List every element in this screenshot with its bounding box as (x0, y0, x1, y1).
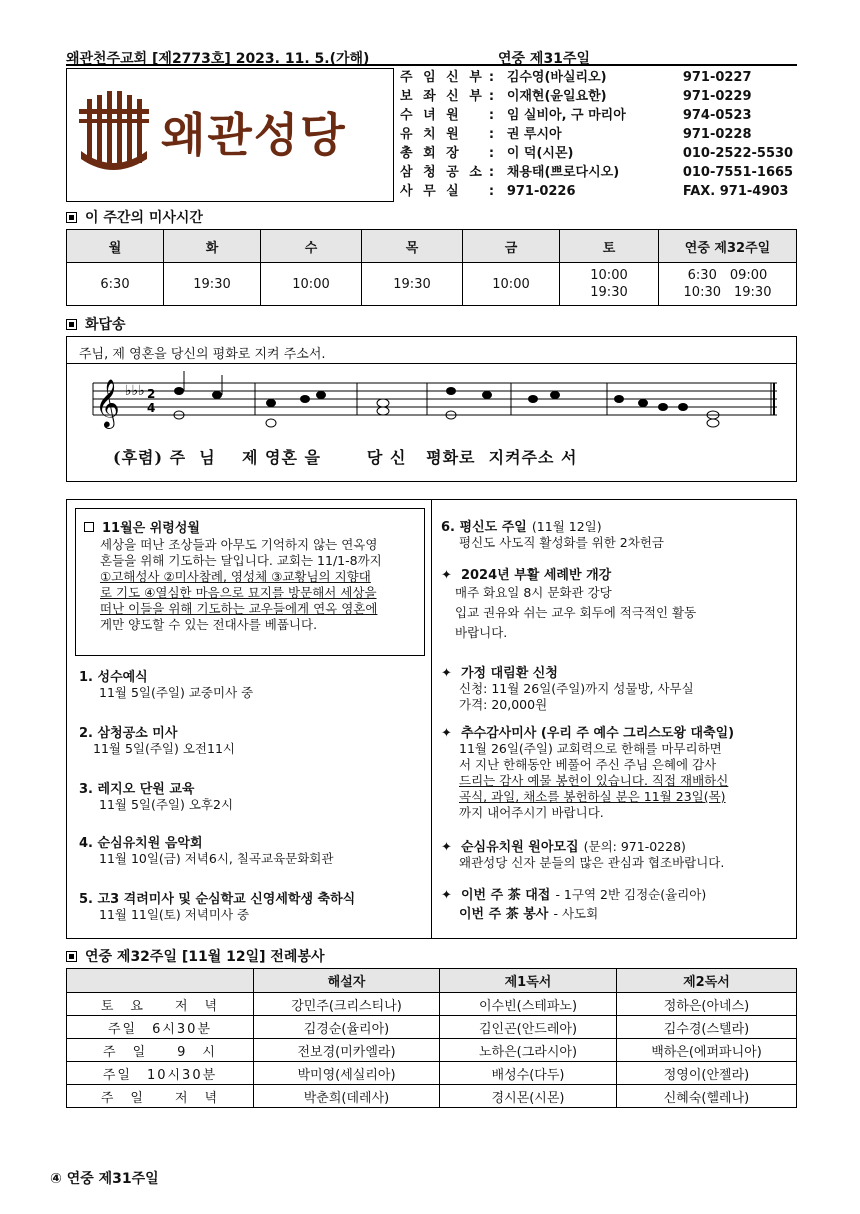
liturgy-name-cell: 김인곤(안드레아) (440, 1016, 617, 1039)
mass-time-sat-2: 19:30 (590, 285, 628, 300)
mass-day-sat: 토 (560, 230, 659, 263)
staff-role: 유 치 원 (400, 127, 462, 142)
liturgy-name-cell: 박미영(세실리아) (254, 1062, 440, 1085)
svg-text:4: 4 (147, 401, 156, 415)
staff-row (398, 163, 796, 182)
liturgy-name-cell: 경시몬(시몬) (440, 1085, 617, 1108)
bullet-square-icon (66, 319, 77, 330)
liturgy-time-cell: 주일 6시30분 (67, 1016, 254, 1039)
liturgy-name-cell: 김수경(스텔라) (617, 1016, 797, 1039)
notice-item: 2. 삼청공소 미사 11월 5일(주일) 오전11시 (79, 726, 235, 756)
staff-colon: : (488, 127, 495, 142)
liturgy-row (67, 1062, 797, 1085)
liturgy-name-cell: 강민주(크리스티나) (254, 993, 440, 1016)
notice-item: 3. 레지오 단원 교육 11월 5일(주일) 오후2시 (79, 782, 234, 812)
liturgy-col-time (67, 969, 254, 993)
page-footer: ④ 연중 제31주일 (50, 1171, 159, 1187)
notice-item: 4. 순심유치원 음악회 11월 10일(금) 저녁6시, 칠곡교육문화회관 (79, 836, 334, 866)
staff-name: 이재현(윤일요한) (506, 89, 607, 104)
notice-item: ✦ 2024년 부활 세례반 개강 매주 화요일 8시 문화관 강당 입교 권유와 쉬는 교우 회두에 적극적인 활동 바랍니다. (441, 568, 697, 640)
liturgy-table (66, 968, 797, 1108)
staff-colon: : (488, 108, 495, 123)
liturgy-title: 연중 제32주일 [11월 12일] 전례봉사 (85, 949, 325, 965)
svg-text:2: 2 (147, 387, 156, 401)
staff-directory (398, 68, 796, 201)
staff-phone: 010-7551-1665 (682, 165, 794, 180)
psalm-heading (66, 314, 126, 334)
staff-colon: : (488, 89, 495, 104)
header-rule (66, 64, 797, 66)
liturgy-row (67, 1039, 797, 1062)
liturgy-name-cell: 백하은(에퍼파니아) (617, 1039, 797, 1062)
psalm-title: 화답송 (85, 317, 126, 333)
liturgy-heading (66, 946, 325, 966)
staff-phone: 010-2522-5530 (682, 146, 794, 161)
liturgy-row (67, 993, 797, 1016)
tea-notice: ✦ 이번 주 茶 대접 - 1구역 2반 김정순(율리아) 이번 주 茶 봉사 - 사도회 (441, 887, 707, 922)
notice-item: ✦ 순심유치원 원아모집 (문의: 971-0228) 왜관성당 신자 분들의 많은 관심과 협조바랍니다. (441, 839, 725, 870)
liturgy-time-cell: 주 일 9 시 (67, 1039, 254, 1062)
mass-day-mon: 월 (67, 230, 164, 263)
liturgy-row (67, 1085, 797, 1108)
mass-time-sat-1: 10:00 (590, 268, 628, 283)
intro-notice-title: 11월은 위령성월 (84, 517, 200, 536)
psalm-lyrics: (후렴) 주 님 제 영혼 을 당 신 평화로 지켜주소 서 (113, 448, 578, 467)
liturgy-name-cell: 전보경(미카엘라) (254, 1039, 440, 1062)
liturgy-time-cell: 토 요 저 녁 (67, 993, 254, 1016)
notice-item: 5. 고3 격려미사 및 순심학교 신영세학생 축하식 11월 11일(토) 저녁미사 중 (79, 892, 356, 922)
liturgy-row (67, 1016, 797, 1039)
staff-colon: : (488, 165, 495, 180)
liturgy-col-reading1: 제1독서 (440, 969, 617, 993)
mass-time-thu: 19:30 (362, 263, 463, 306)
staff-name: 채용태(쁘로다시오) (506, 165, 620, 180)
notice-item: ✦ 가정 대림환 신청 신청: 11월 26일(주일)까지 성물방, 사무실 가격: 20,000원 (441, 666, 694, 712)
svg-text:♭♭♭: ♭♭♭ (125, 383, 145, 399)
staff-name: 임 실비아, 구 마리아 (506, 108, 626, 123)
mass-times-table (66, 229, 797, 306)
notice-item: 6. 평신도 주일 (11월 12일) 평신도 사도직 활성화를 위한 2차헌금 (441, 519, 664, 550)
psalm-response-text: 주님, 제 영혼을 당신의 평화로 지켜 주소서. (79, 347, 326, 362)
intro-notice-box (75, 508, 425, 656)
mass-day-wed: 수 (261, 230, 362, 263)
treble-clef-icon: 𝄞 (95, 378, 120, 427)
staff-row (398, 106, 796, 125)
staff-phone: FAX. 971-4903 (682, 184, 789, 199)
mass-times-heading (66, 207, 203, 227)
music-staff (87, 371, 777, 439)
mass-time-mon: 6:30 (67, 263, 164, 306)
mass-day-tue: 화 (164, 230, 261, 263)
staff-colon: : (488, 184, 495, 199)
staff-role: 사 무 실 (400, 184, 462, 199)
mass-time-sat (560, 263, 659, 306)
liturgy-name-cell: 이수빈(스테파노) (440, 993, 617, 1016)
staff-phone: 971-0229 (682, 89, 752, 104)
staff-phone: 971-0228 (682, 127, 752, 142)
staff-name: 권 루시아 (506, 127, 562, 142)
diamond-bullet-icon: ✦ (441, 666, 452, 681)
logo-wordmark: 왜관성당 (161, 108, 347, 162)
notices-box (66, 499, 797, 939)
staff-role: 보 좌 신 부 (400, 89, 485, 104)
staff-colon: : (488, 146, 495, 161)
staff-row (398, 125, 796, 144)
staff-row (398, 144, 796, 163)
mass-day-sun: 연중 제32주일 (659, 230, 797, 263)
diamond-bullet-icon: ✦ (441, 726, 452, 741)
bullet-square-icon (66, 212, 77, 223)
mass-time-tue: 19:30 (164, 263, 261, 306)
staff-role: 삼 청 공 소 (400, 165, 485, 180)
staff-colon: : (488, 70, 495, 85)
notices-column-divider (431, 500, 432, 938)
left-notice-list (79, 666, 424, 923)
liturgy-name-cell: 정영이(안젤라) (617, 1062, 797, 1085)
staff-role: 주 임 신 부 (400, 70, 485, 85)
staff-row (398, 87, 796, 106)
staff-phone: 971-0227 (682, 70, 752, 85)
liturgy-name-cell: 김경순(율리아) (254, 1016, 440, 1039)
diamond-bullet-icon: ✦ (441, 568, 452, 583)
mass-times-title: 이 주간의 미사시간 (85, 210, 203, 226)
staff-row (398, 182, 796, 201)
notice-item: ✦ 추수감사미사 (우리 주 예수 그리스도왕 대축일) 11월 26일(주일) 교회력으로 한해를 마무리하면 서 지난 한해동안 베풀어 주신 주님 은혜에 감사 드리는 감사 예물 봉헌이 있습니다. 직접 재배하신 곡식, 과일, 채소를 봉헌하실 분은 11월 23일(목) 까지 내어주시기 바랍니다. (441, 726, 735, 820)
liturgy-name-cell: 박춘희(데레사) (254, 1085, 440, 1108)
liturgy-name-cell: 배성수(다두) (440, 1062, 617, 1085)
liturgy-name-cell: 신혜숙(헬레나) (617, 1085, 797, 1108)
liturgy-col-commentator: 해설자 (254, 969, 440, 993)
liturgy-time-cell: 주일 10시30분 (67, 1062, 254, 1085)
mass-day-thu: 목 (362, 230, 463, 263)
psalm-divider (67, 363, 796, 364)
staff-role: 수 녀 원 (400, 108, 462, 123)
mass-time-sun (659, 263, 797, 306)
psalm-box (66, 336, 797, 482)
staff-role: 총 회 장 (400, 146, 462, 161)
mass-time-fri: 10:00 (463, 263, 560, 306)
staff-name: 971-0226 (506, 184, 576, 199)
notice-item: 1. 성수예식 11월 5일(주일) 교중미사 중 (79, 670, 254, 700)
mass-time-sun-1: 6:30 09:00 (687, 268, 768, 283)
mass-time-sun-2: 10:30 19:30 (683, 285, 772, 300)
mass-time-wed: 10:00 (261, 263, 362, 306)
intro-notice-text: 세상을 떠난 조상들과 아무도 기억하지 않는 연옥영 혼들을 위해 기도하는 달입니다. 교회는 11/1-8까지 ①고해성사 ②미사참례, 영성체 ③교황님의 지향대 로 기도 ④열심한 마음으로 묘지를 방문해서 세상을 떠난 이들을 위해 기도하는 교우들에게 연옥 영혼에 게만 양도할 수 있는 전대사를 베풉니다. (100, 537, 382, 632)
bullet-square-icon (66, 951, 77, 962)
liturgy-name-cell: 정하은(아네스) (617, 993, 797, 1016)
liturgy-time-cell: 주 일 저 녁 (67, 1085, 254, 1108)
staff-row (398, 68, 796, 87)
diamond-bullet-icon: ✦ (441, 888, 452, 903)
staff-phone: 974-0523 (682, 108, 752, 123)
liturgical-week: 연중 제31주일 (498, 51, 590, 67)
bulletin-issue: 왜관천주교회 [제2773호] 2023. 11. 5.(가해) (66, 51, 370, 67)
logo-box (66, 68, 394, 202)
diamond-bullet-icon: ✦ (441, 840, 452, 855)
staff-name: 김수영(바실리오) (506, 70, 607, 85)
liturgy-name-cell: 노하은(그라시아) (440, 1039, 617, 1062)
liturgy-col-reading2: 제2독서 (617, 969, 797, 993)
staff-name: 이 덕(시몬) (506, 146, 574, 161)
right-notice-list (441, 516, 791, 922)
mass-day-fri: 금 (463, 230, 560, 263)
